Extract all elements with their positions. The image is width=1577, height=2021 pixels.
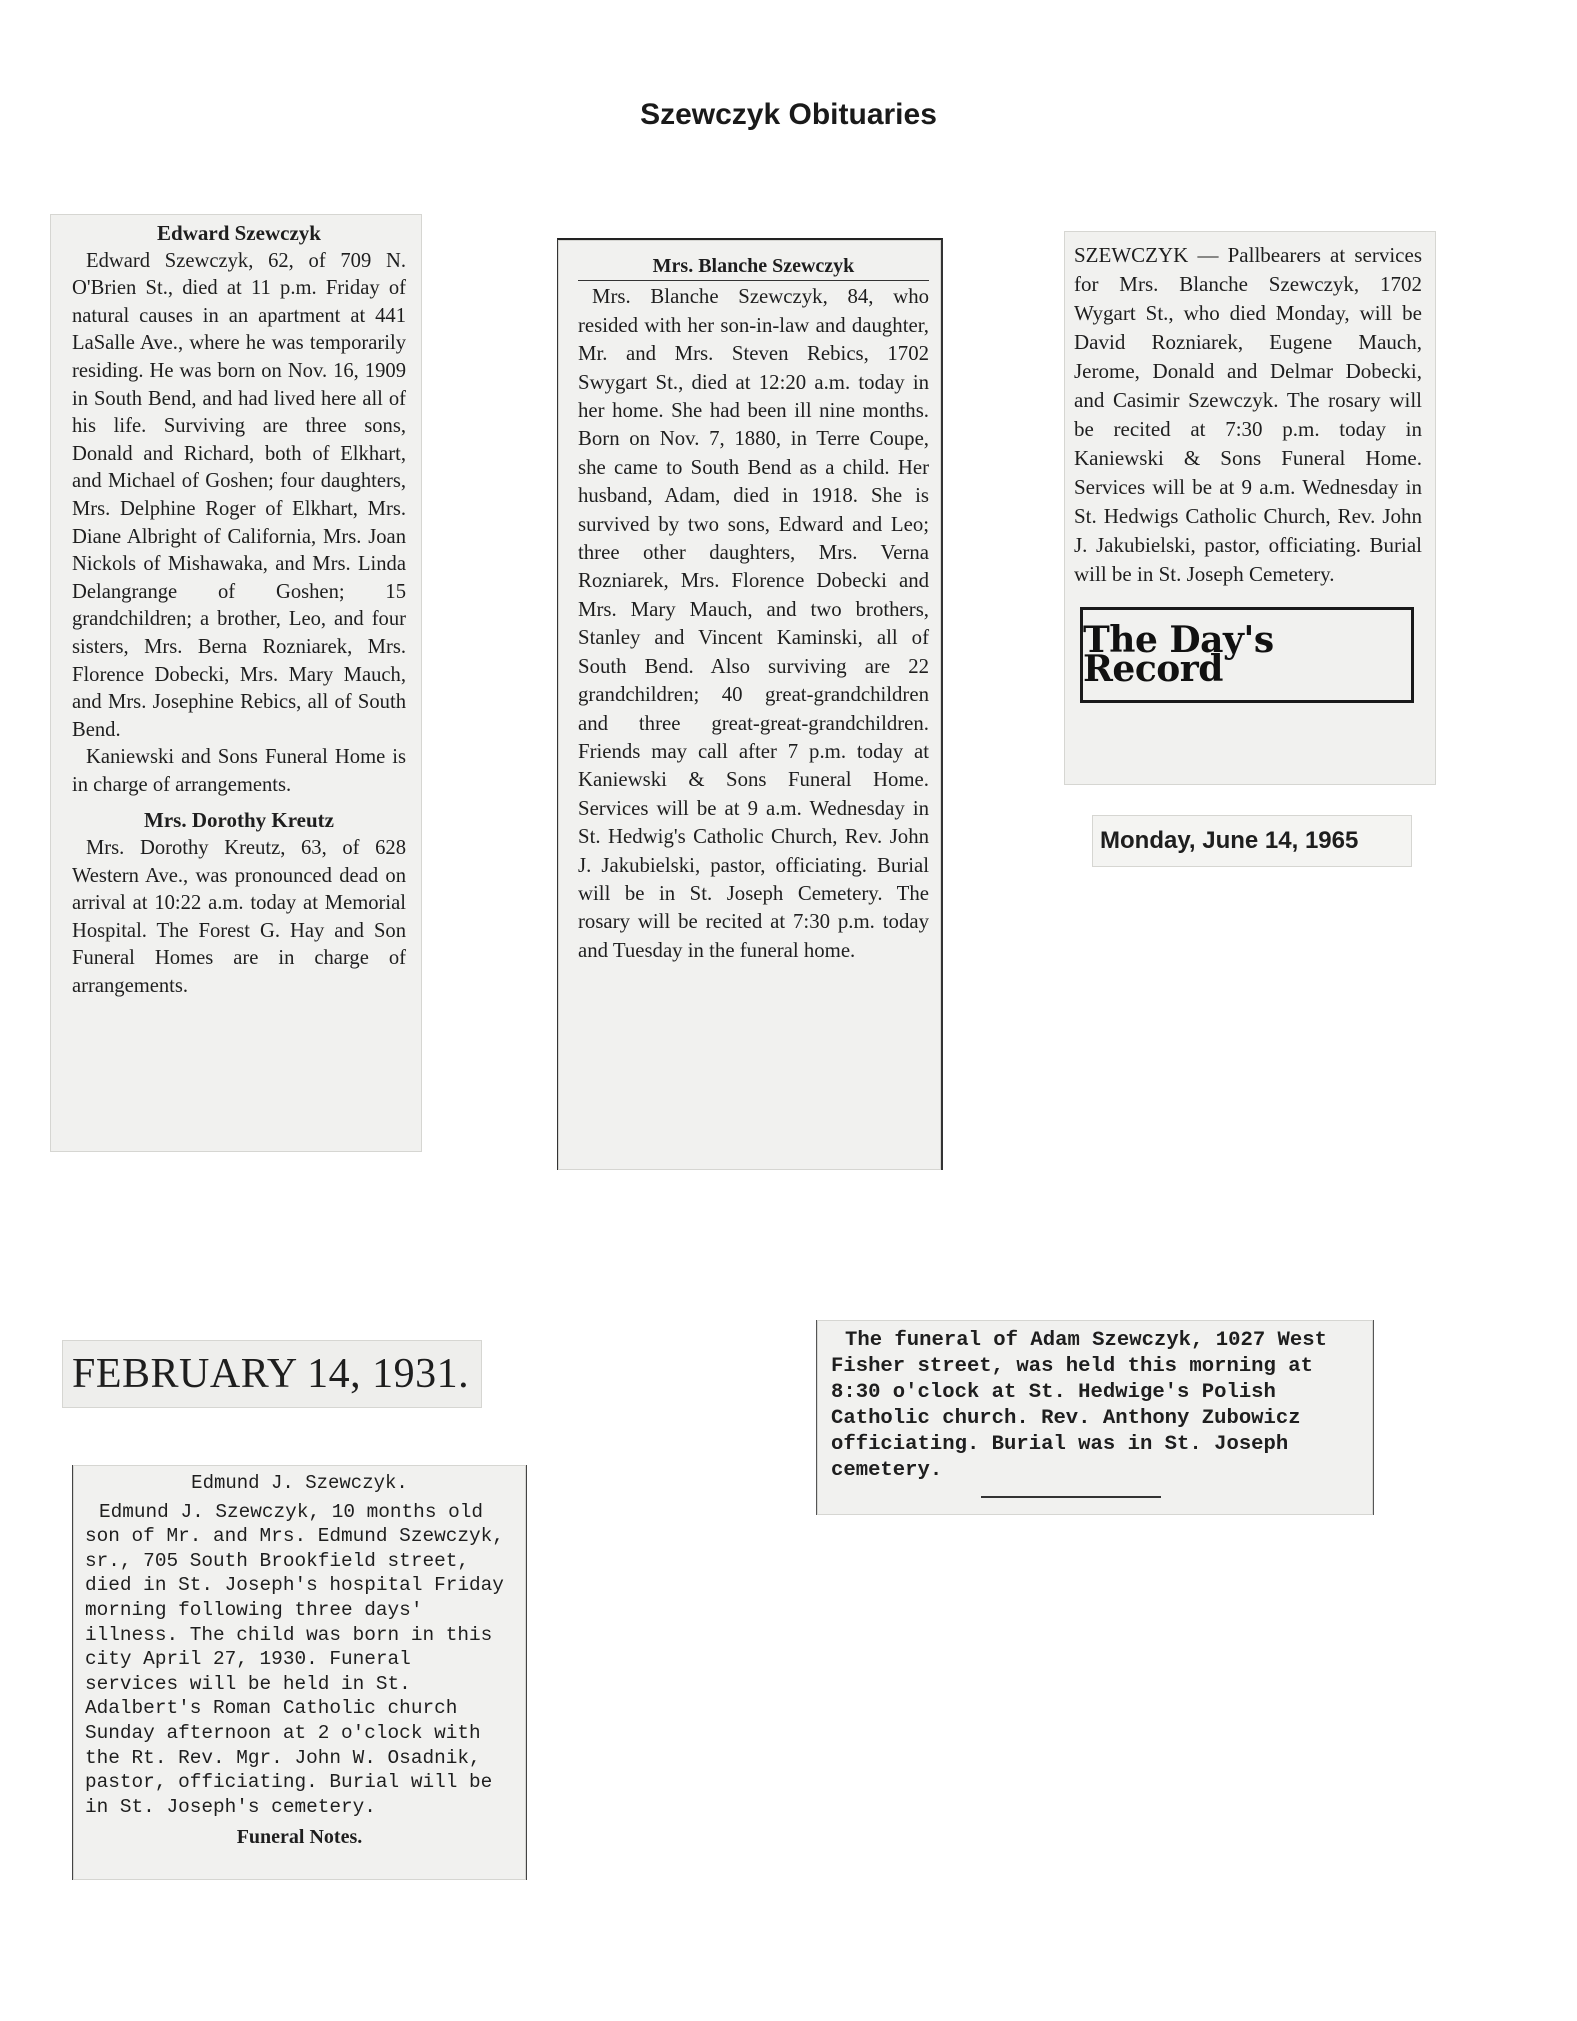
clipping-heading: Mrs. Blanche Szewczyk: [578, 252, 929, 281]
obituary-clipping-edmund: [72, 1465, 527, 1880]
clipping-body: Kaniewski and Sons Funeral Home is in charge of arrangements.: [72, 746, 406, 796]
clipping-body: Mrs. Blanche Szewczyk, 84, who resided with her son-in-law and daughter, Mr. and Mrs. Steven Rebics, 1702 Swygart St., died at 12:20 a.m. today in her home. She had been ill nine months. Born on Nov. 7, 1880, in Terre Coupe, she came to South Bend as a child. Her husband, Adam, died in 1918. She is survived by two sons, Edward and Leo; three other daughters, Mrs. Verna Rozniarek, Mrs. Florence Dobecki and Mrs. Mary Mauch, and two brothers, Stanley and Vincent Kaminski, all of South Bend. Also surviving are 22 grandchildren; 40 great-grandchildren and three great-great-grandchildren. Friends may call after 7 p.m. today at Kaniewski & Sons Funeral Home. Services will be at 9 a.m. Wednesday in St. Hedwig's Catholic Church, Rev. John J. Jakubielski, pastor, officiating. Burial will be in St. Joseph Cemetery. The rosary will be recited at 7:30 p.m. today and Tuesday in the funeral home.: [578, 285, 929, 962]
page-title: Szewczyk Obituaries: [640, 98, 937, 131]
clipping-heading: Mrs. Dorothy Kreutz: [144, 808, 334, 833]
divider-rule: [981, 1496, 1161, 1498]
clipping-body: Mrs. Dorothy Kreutz, 63, of 628 Western Ave., was pronounced dead on arrival at 10:22 a.m. today at Memorial Hospital. The Forest G. Hay and Son Funeral Homes are in charge of arrangements.: [72, 837, 406, 998]
clipping-subheading: Funeral Notes.: [236, 1826, 363, 1849]
date-clipping-february: FEBRUARY 14, 1931.: [62, 1340, 482, 1408]
obituary-clipping-edward: [50, 214, 422, 1152]
obituary-clipping-blanche: [557, 238, 943, 1170]
days-record-box: [1080, 607, 1414, 703]
clipping-heading: Edward Szewczyk: [157, 221, 321, 245]
clipping-heading: Edmund J. Szewczyk.: [191, 1472, 408, 1494]
pallbearers-clipping: [1064, 231, 1436, 785]
clipping-body: SZEWCZYK — Pallbearers at services for Mrs. Blanche Szewczyk, 1702 Wygart St., who died Monday, will be David Rozniarek, Eugene Mauch, Jerome, Donald and Delmar Dobecki, and Casimir Szewczyk. The rosary will be recited at 7:30 p.m. today in Kaniewski & Sons Funeral Home. Services will be at 9 a.m. Wednesday in St. Hedwigs Catholic Church, Rev. John J. Jakubielski, pastor, officiating. Burial will be in St. Joseph Cemetery.: [1074, 243, 1422, 586]
days-record-label: The Day's Record: [1083, 619, 1274, 690]
obituary-clipping-adam: [816, 1320, 1374, 1515]
clipping-body: Edward Szewczyk, 62, of 709 N. O'Brien St., died at 11 p.m. Friday of natural causes in an apartment at 441 LaSalle Ave., where he was temporarily residing. He was born on Nov. 16, 1909 in South Bend, and had lived here all of his life. Surviving are three sons, Donald and Richard, both of Elkhart, and Michael of Goshen; four daughters, Mrs. Delphine Roger of Elkhart, Mrs. Diane Albright of California, Mrs. Joan Nickols of Mishawaka, and Mrs. Linda Delangrange of Goshen; 15 grandchildren; a brother, Leo, and four sisters, Mrs. Berna Rozniarek, Mrs. Florence Dobecki, Mrs. Mary Mauch, and Mrs. Josephine Rebics, all of South Bend.: [72, 249, 406, 741]
clipping-body: The funeral of Adam Szewczyk, 1027 West Fisher street, was held this morning at 8:30 o'clock at St. Hedwige's Polish Catholic church. Rev. Anthony Zubowicz officiating. Burial was in St. Joseph cemetery.: [831, 1329, 1327, 1482]
date-clipping-monday: Monday, June 14, 1965: [1092, 815, 1412, 867]
clipping-body: Edmund J. Szewczyk, 10 months old son of Mr. and Mrs. Edmund Szewczyk, sr., 705 South Brookfield street, died in St. Joseph's hospital Friday morning following three days' illness. The child was born in this city April 27, 1930. Funeral services will be held in St. Adalbert's Roman Catholic church Sunday afternoon at 2 o'clock with the Rt. Rev. Mgr. John W. Osadnik, pastor, officiating. Burial will be in St. Joseph's cemetery.: [85, 1500, 504, 1818]
